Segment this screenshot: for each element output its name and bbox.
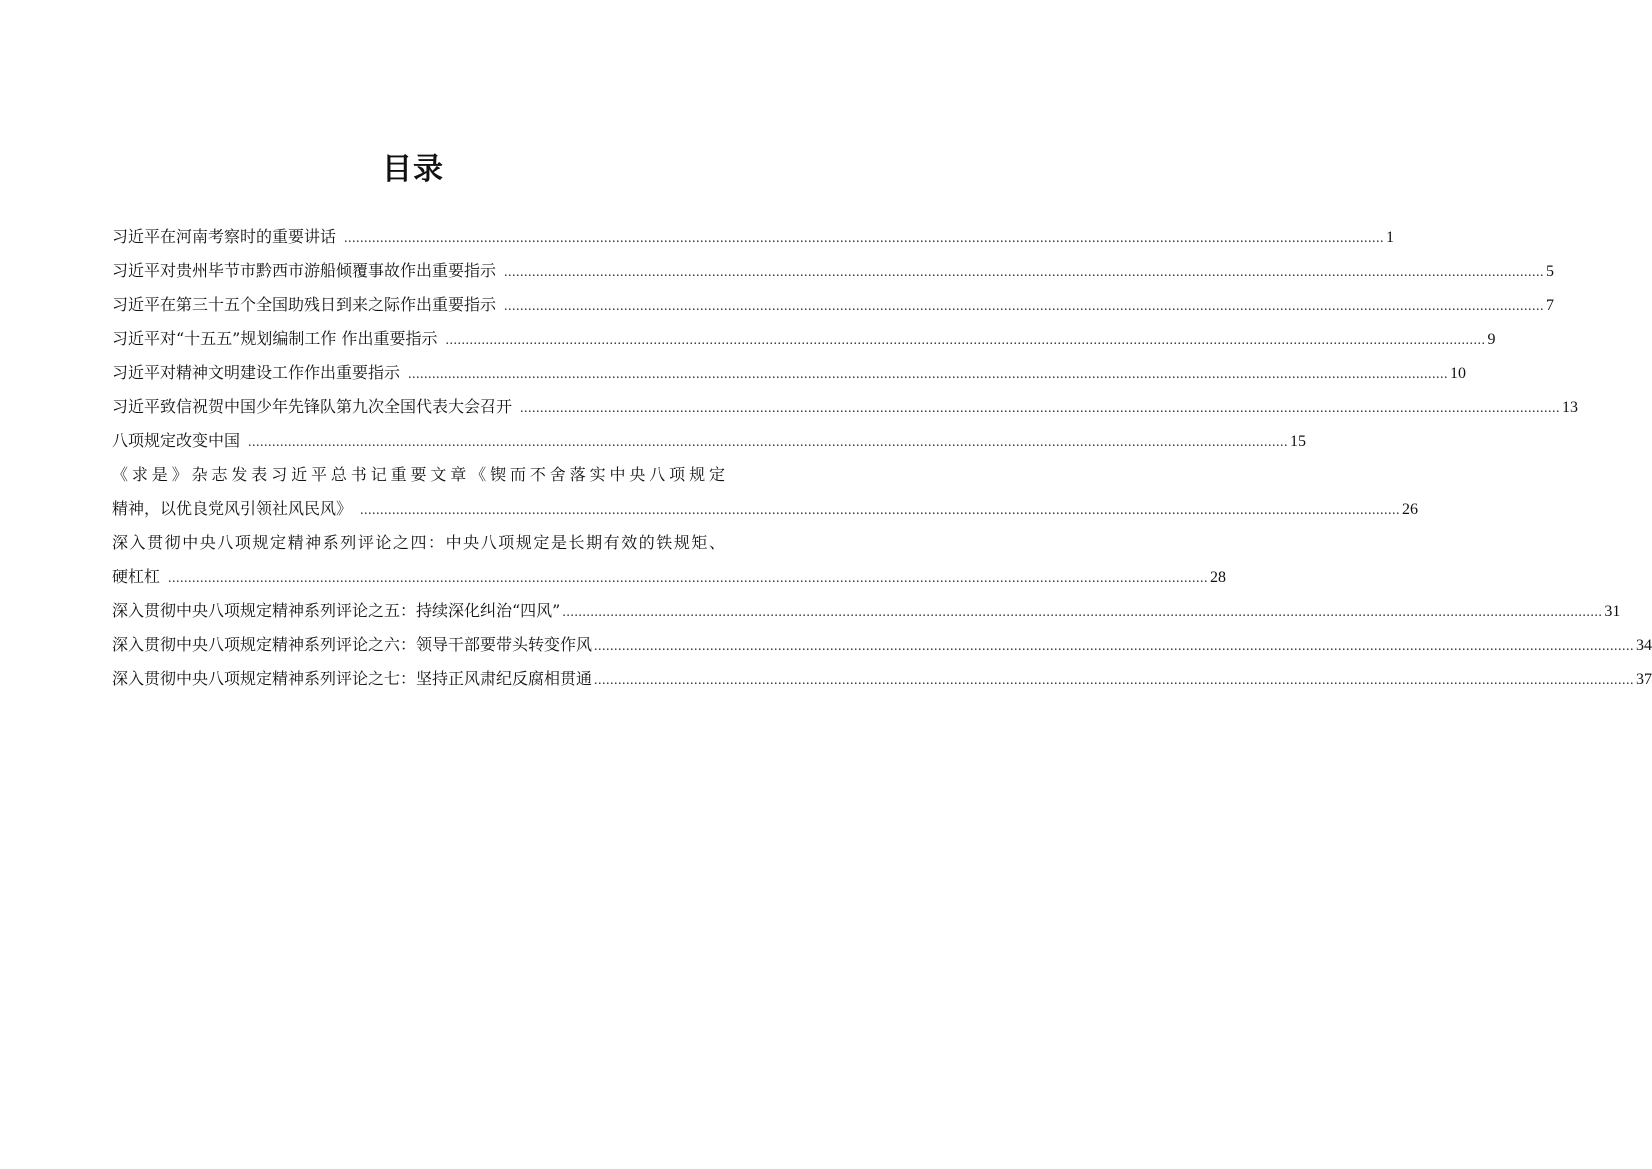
dot-leader	[408, 358, 1448, 392]
toc-entry[interactable]	[112, 424, 1307, 458]
toc-page-number: 37	[1636, 671, 1652, 688]
toc-entry[interactable]	[112, 254, 1555, 288]
toc-entry[interactable]	[112, 390, 1579, 424]
toc-entry-title: 深入贯彻中央八项规定精神系列评论之五：持续深化纠治“四风”	[112, 601, 561, 620]
toc-page-number: 28	[1210, 569, 1227, 586]
toc-page-number: 13	[1562, 399, 1579, 416]
toc-entry[interactable]	[112, 458, 1419, 526]
toc-entry[interactable]	[112, 526, 1227, 594]
toc-entry[interactable]	[112, 662, 1652, 696]
dot-leader	[445, 324, 1485, 358]
toc-page-number: 9	[1487, 331, 1496, 348]
dot-leader	[594, 664, 1634, 698]
toc-entry-title: 八项规定改变中国	[112, 431, 241, 450]
toc-entry[interactable]	[112, 288, 1555, 322]
toc-page-number: 10	[1450, 365, 1467, 382]
toc-entry[interactable]	[112, 220, 1395, 254]
toc-entry-title: 习近平对精神文明建设工作作出重要指示	[112, 363, 401, 382]
toc-entry[interactable]	[112, 628, 1652, 662]
table-of-contents	[112, 220, 1652, 696]
dot-leader	[520, 392, 1560, 426]
toc-page-number: 31	[1604, 603, 1621, 620]
toc-page-number: 26	[1402, 501, 1419, 518]
toc-entry-title: 深入贯彻中央八项规定精神系列评论之四：中央八项规定是长期有效的铁规矩、	[112, 533, 725, 552]
toc-entry-title: 深入贯彻中央八项规定精神系列评论之六：领导干部要带头转变作风	[112, 635, 593, 654]
dot-leader	[360, 494, 1400, 528]
toc-entry-title: 《求是》杂志发表习近平总书记重要文章《锲而不舍落实中央八项规定	[112, 465, 725, 484]
toc-page-number: 34	[1636, 637, 1652, 654]
dot-leader	[504, 290, 1544, 324]
toc-entry-title: 习近平对“十五五”规划编制工作 作出重要指示	[112, 329, 438, 348]
dot-leader	[248, 426, 1288, 460]
dot-leader	[594, 630, 1634, 664]
toc-entry-title-continued: 精神，以优良党风引领社风民风》	[112, 499, 353, 518]
toc-entry[interactable]	[112, 356, 1467, 390]
toc-entry-title: 习近平致信祝贺中国少年先锋队第九次全国代表大会召开	[112, 397, 513, 416]
toc-entry-title: 习近平对贵州毕节市黔西市游船倾覆事故作出重要指示	[112, 261, 497, 280]
dot-leader	[168, 562, 1208, 596]
toc-entry-title: 习近平在第三十五个全国助残日到来之际作出重要指示	[112, 295, 497, 314]
toc-page-number: 1	[1386, 229, 1395, 246]
toc-page-number: 7	[1546, 297, 1555, 314]
toc-entry-title: 习近平在河南考察时的重要讲话	[112, 227, 337, 246]
dot-leader	[562, 596, 1602, 630]
page-title: 目录	[382, 152, 444, 187]
toc-entry[interactable]	[112, 322, 1496, 356]
dot-leader	[504, 256, 1544, 290]
toc-page-number: 5	[1546, 263, 1555, 280]
toc-entry-title: 深入贯彻中央八项规定精神系列评论之七：坚持正风肃纪反腐相贯通	[112, 669, 593, 688]
toc-page-number: 15	[1290, 433, 1307, 450]
dot-leader	[344, 222, 1384, 256]
toc-entry[interactable]	[112, 594, 1621, 628]
toc-entry-title-continued: 硬杠杠	[112, 567, 161, 586]
